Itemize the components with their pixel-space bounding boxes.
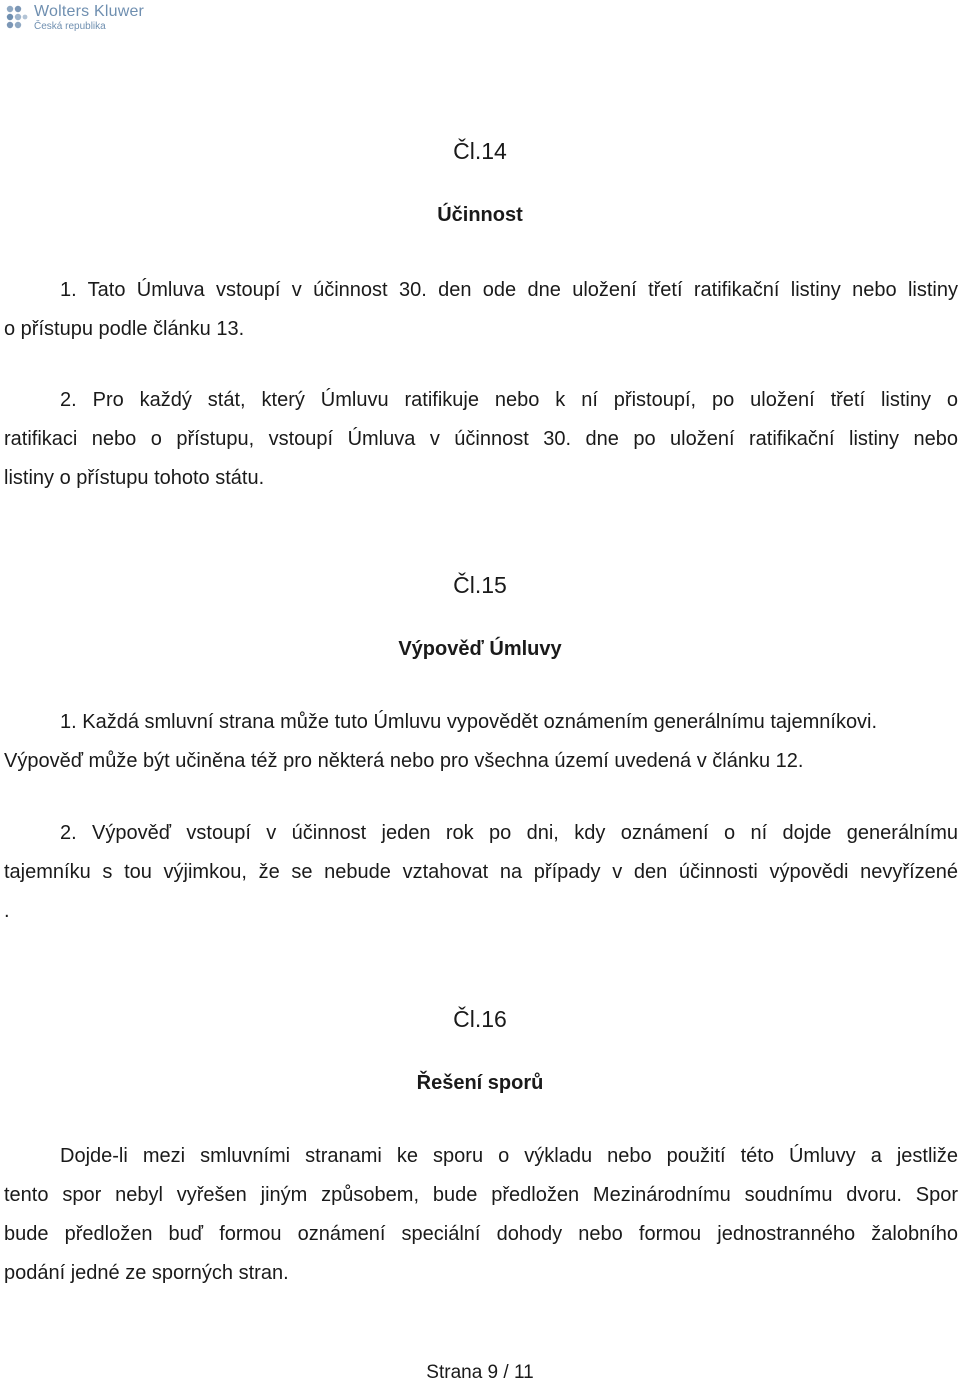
article-number-14: Čl.14: [453, 138, 507, 164]
article-15-paragraph-1: [4, 703, 958, 781]
logo-subtitle: Česká republika: [34, 21, 106, 32]
paragraph-line: listiny o přístupu tohoto státu.: [4, 467, 265, 489]
paragraph-line: 2. Pro každý stát, který Úmluvu ratifikuje nebo k ní přistoupí, po uložení třetí listiny o: [60, 389, 958, 411]
paragraph-line: podání jedné ze sporných stran.: [4, 1262, 289, 1284]
article-15-paragraph-2: [4, 814, 958, 931]
paragraph-line: Výpověď může být učiněna též pro některá nebo pro všechna území uvedená v článku 12.: [4, 750, 804, 772]
paragraph-line: Dojde-li mezi smluvními stranami ke sporu o výkladu nebo použití této Úmluvy a jestliže: [60, 1145, 958, 1167]
article-14-paragraph-2: [4, 381, 958, 498]
paragraph-line: tajemníku s tou výjimkou, že se nebude vztahovat na případy v den účinnosti výpovědi nevyřízené: [4, 861, 958, 883]
article-number-16: Čl.16: [453, 1006, 507, 1032]
logo-brand-name: Wolters Kluwer: [34, 3, 145, 20]
article-14-paragraph-1: [4, 271, 958, 349]
publisher-logo: [4, 4, 144, 32]
paragraph-line: 1. Tato Úmluva vstoupí v účinnost 30. den ode dne uložení třetí ratifikační listiny nebo listiny: [60, 279, 958, 301]
article-16-paragraph-1: [4, 1137, 958, 1293]
page-number: Strana 9 / 11: [426, 1362, 534, 1383]
paragraph-line: ratifikaci nebo o přístupu, vstoupí Úmluva v účinnost 30. dne po uložení ratifikační listiny nebo: [4, 428, 958, 450]
paragraph-line: 1. Každá smluvní strana může tuto Úmluvu vypovědět oznámením generálnímu tajemníkovi.: [60, 711, 878, 733]
wolters-kluwer-logo-icon: [4, 4, 28, 32]
paragraph-line: bude předložen buď formou oznámení speciální dohody nebo formou jednostranného žalobního: [4, 1223, 958, 1245]
article-title-14: Účinnost: [437, 204, 523, 226]
article-title-16: Řešení sporů: [416, 1072, 544, 1094]
paragraph-line: .: [4, 900, 10, 922]
article-number-15: Čl.15: [453, 572, 507, 598]
paragraph-line: o přístupu podle článku 13.: [4, 318, 245, 340]
article-title-15: Výpověď Úmluvy: [398, 638, 562, 660]
paragraph-line: 2. Výpověď vstoupí v účinnost jeden rok po dni, kdy oznámení o ní dojde generálnímu: [60, 822, 958, 844]
paragraph-line: tento spor nebyl vyřešen jiným způsobem, bude předložen Mezinárodnímu soudnímu dvoru. Spor: [4, 1184, 958, 1206]
